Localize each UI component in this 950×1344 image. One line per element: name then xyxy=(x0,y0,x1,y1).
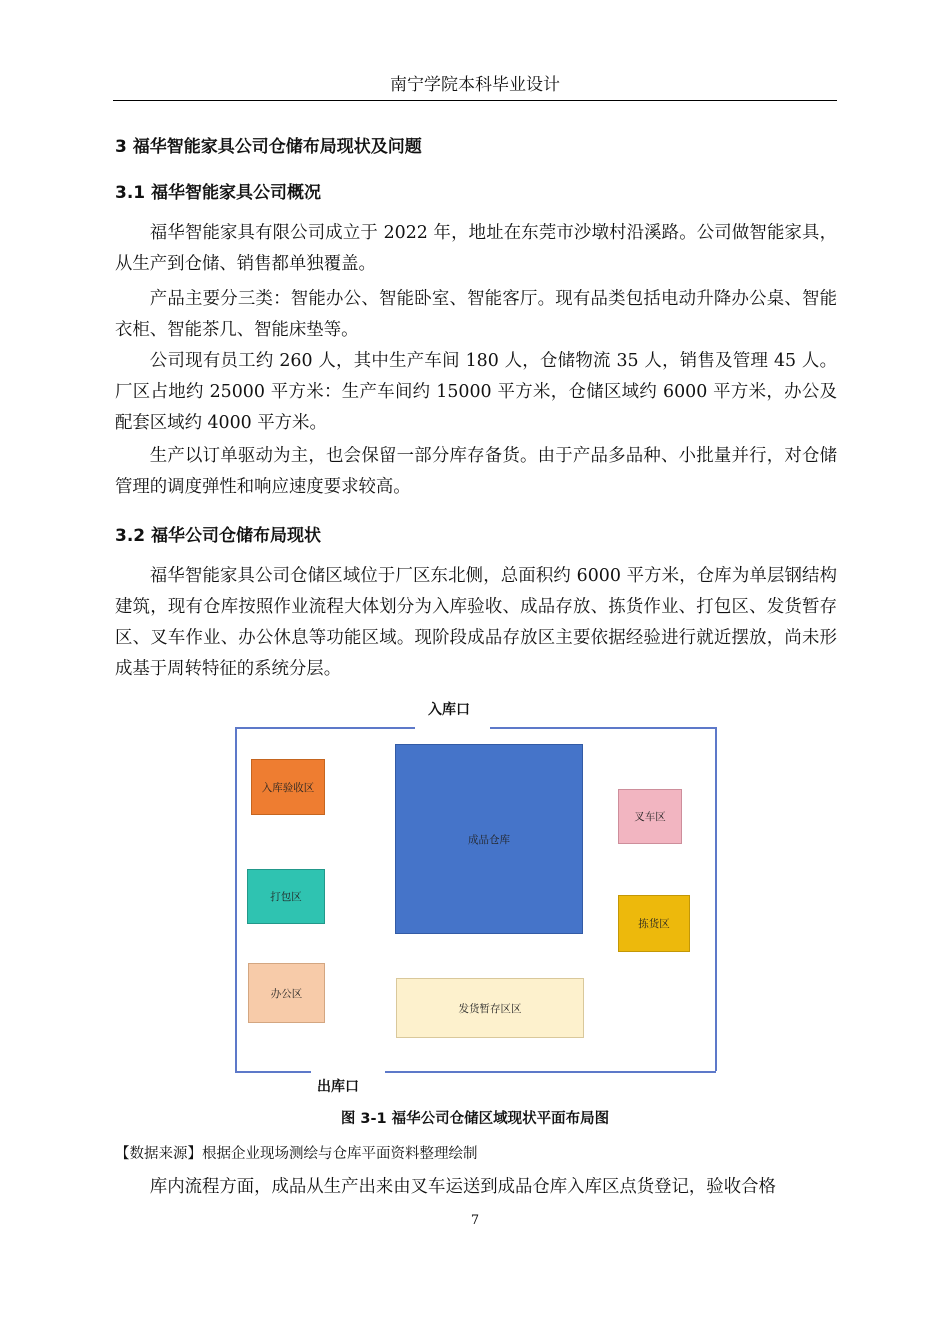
page-number: 7 xyxy=(470,1213,480,1228)
wall-top-left xyxy=(235,727,415,729)
section-heading-3-2: 3.2 福华公司仓储布局现状 xyxy=(115,526,322,546)
wall-left xyxy=(235,727,237,1071)
zone-packing: 打包区 xyxy=(247,869,325,924)
paragraph-production: 生产以订单驱动为主，也会保留一部分库存备货。由于产品多品种、小批量并行，对仓储管理的调度弹性和响应速度要求较高。 xyxy=(115,446,837,497)
zone-shipping-staging: 发货暂存区区 xyxy=(396,978,584,1038)
paragraph-process-flow: 库内流程方面，成品从生产出来由叉车运送到成品仓库入库区点货登记，验收合格 xyxy=(149,1177,776,1197)
section-heading-3: 3 福华智能家具公司仓储布局现状及问题 xyxy=(115,137,422,157)
zone-finished-goods-storage: 成品仓库 xyxy=(395,744,583,934)
paragraph-staff: 公司现有员工约 260 人，其中生产车间 180 人，仓储物流 35 人，销售及管理 45 人。厂区占地约 25000 平方米：生产车间约 15000 平方米，仓储区域约 6000 平方米，办公及配套区域约 4000 平方米。 xyxy=(115,351,837,433)
data-source-note: 【数据来源】根据企业现场测绘与仓库平面资料整理绘制 xyxy=(115,1146,478,1162)
paragraph-products: 产品主要分三类：智能办公、智能卧室、智能客厅。现有品类包括电动升降办公桌、智能衣柜、智能茶几、智能床垫等。 xyxy=(115,289,837,340)
wall-bottom-left xyxy=(235,1071,311,1073)
wall-top-right xyxy=(490,727,715,729)
zone-office: 办公区 xyxy=(248,963,325,1023)
paragraph-overview: 福华智能家具有限公司成立于 2022 年，地址在东莞市沙墩村沿溪路。公司做智能家具，从生产到仓储、销售都单独覆盖。 xyxy=(115,223,837,274)
section-heading-3-1: 3.1 福华智能家具公司概况 xyxy=(115,183,322,203)
figure-caption: 图 3-1 福华公司仓储区域现状平面布局图 xyxy=(340,1111,610,1127)
zone-receiving: 入库验收区 xyxy=(251,759,325,815)
page-header: 南宁学院本科毕业设计 xyxy=(113,70,837,101)
paragraph-warehouse-status: 福华智能家具公司仓储区域位于厂区东北侧，总面积约 6000 平方米，仓库为单层钢结构建筑，现有仓库按照作业流程大体划分为入库验收、成品存放、拣货作业、打包区、发货暂存区、叉车作业、办公休息等功能区域。现阶段成品存放区主要依据经验进行就近摆放，尚未形成基于周转特征的系统分层。 xyxy=(115,566,837,679)
wall-right xyxy=(715,727,717,1071)
exit-label: 出库口 xyxy=(317,1079,359,1095)
zone-picking: 拣货区 xyxy=(618,895,690,952)
entrance-label: 入库口 xyxy=(428,702,470,718)
warehouse-layout-figure xyxy=(230,695,730,1100)
wall-bottom-right xyxy=(385,1071,716,1073)
zone-forklift: 叉车区 xyxy=(618,789,682,844)
